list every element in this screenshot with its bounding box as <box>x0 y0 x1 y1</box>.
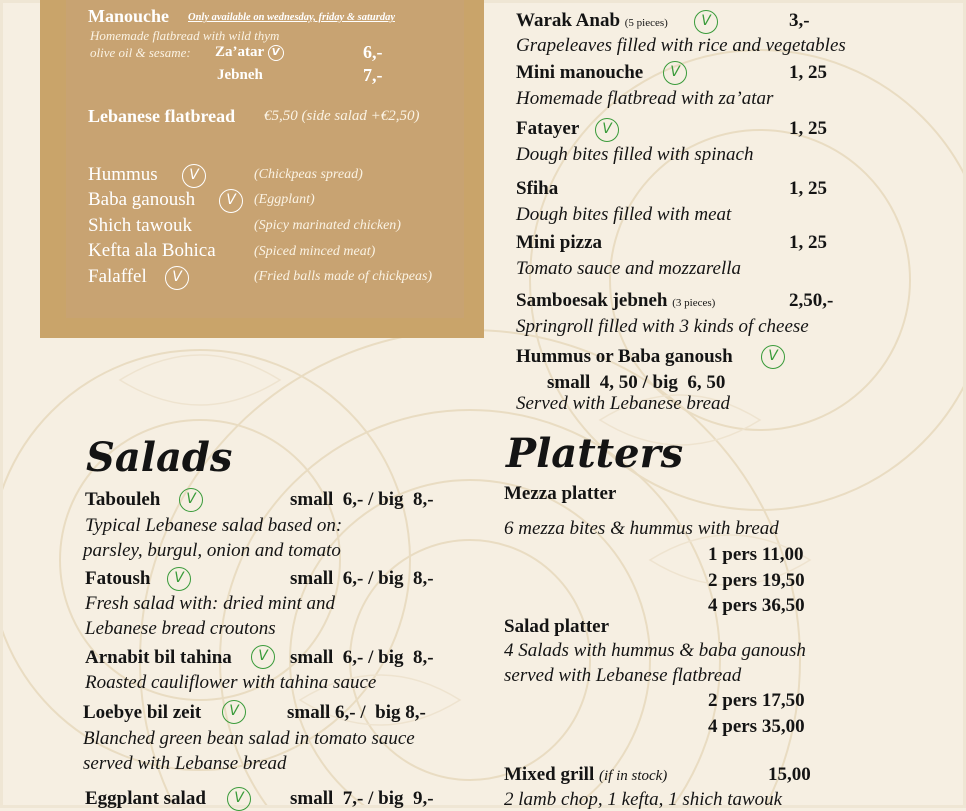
mezza-item-name: Sfiha <box>516 178 559 199</box>
manouche-desc-2: olive oil & sesame: <box>90 45 191 60</box>
mezza-platter-price: 1 pers 11,00 <box>708 544 804 565</box>
mezza-item-name <box>516 10 668 32</box>
manouche-desc-1: Homemade flatbread with wild thym <box>90 28 280 43</box>
filling-desc: (Fried balls made of chickpeas) <box>254 269 433 284</box>
salad-desc: Roasted cauliflower with tahina sauce <box>85 672 377 693</box>
filling-desc: (Spiced minced meat) <box>254 244 376 259</box>
mezza-item-price: 1, 25 <box>789 232 827 253</box>
salad-price: small 6,- / big 8,- <box>290 568 434 589</box>
vegan-v-icon: V <box>219 189 243 213</box>
salad-price: small 6,- / big 8,- <box>287 702 426 723</box>
mezza-item-desc: Springroll filled with 3 kinds of cheese <box>516 316 809 337</box>
salad-platter-desc: served with Lebanese flatbread <box>504 665 742 686</box>
salad-desc: Blanched green bean salad in tomato sauce <box>83 728 415 749</box>
zaatar-price: 6,- <box>363 42 383 62</box>
salad-desc: Lebanese bread croutons <box>85 618 276 639</box>
mezza-item-price: 2,50,- <box>789 290 834 311</box>
mezza-item-name: Mini pizza <box>516 232 603 253</box>
salad-price: small 6,- / big 8,- <box>290 647 434 668</box>
filling-label: Kefta ala Bohica <box>88 240 216 261</box>
vegan-v-icon: V <box>268 45 284 61</box>
jebneh-price: 7,- <box>363 65 383 85</box>
mezza-platter-title: Mezza platter <box>504 483 617 504</box>
grill-label: Mixed grill <box>504 764 595 785</box>
filling-desc: (Spicy marinated chicken) <box>254 218 401 233</box>
zaatar-name: Za’atar <box>215 44 264 60</box>
mezza-platter-desc: 6 mezza bites & hummus with bread <box>504 518 779 539</box>
mezza-platter-price: 2 pers 19,50 <box>708 570 805 591</box>
hummus-prices: small 4, 50 / big 6, 50 <box>547 372 726 393</box>
salad-desc: Typical Lebanese salad based on: <box>85 515 343 536</box>
salad-desc: parsley, burgul, onion and tomato <box>83 540 341 561</box>
filling-desc: (Chickpeas spread) <box>254 167 363 182</box>
hummus-title: Hummus or Baba ganoush <box>516 346 733 367</box>
mezza-item-name <box>516 290 715 312</box>
platters-heading: Platters <box>506 430 684 477</box>
filling-name <box>88 215 192 237</box>
filling-name <box>88 164 158 186</box>
mezza-item-desc: Dough bites filled with spinach <box>516 144 754 165</box>
vegan-v-icon: V <box>663 61 687 85</box>
mezza-item-price: 1, 25 <box>789 62 827 83</box>
hummus-desc: Served with Lebanese bread <box>516 393 731 414</box>
mezza-item-desc: Tomato sauce and mozzarella <box>516 258 742 279</box>
vegan-v-icon: V <box>694 10 718 34</box>
flatbread-price: €5,50 (side salad +€2,50) <box>264 108 420 124</box>
item-note: (3 pieces) <box>672 297 716 309</box>
vegan-v-icon: V <box>227 787 251 811</box>
salad-name: Tabouleh <box>85 489 161 510</box>
salad-name: Arnabit bil tahina <box>85 647 232 668</box>
salads-heading: Salads <box>86 434 233 481</box>
filling-label: Hummus <box>88 164 158 185</box>
mixed-grill-desc: 2 lamb chop, 1 kefta, 1 shich tawouk <box>504 789 783 810</box>
salad-name: Eggplant salad <box>85 788 206 809</box>
manouche-note: Only available on wednesday, friday & saturday <box>188 12 395 23</box>
salad-platter-price: 4 pers 35,00 <box>708 716 805 737</box>
salad-desc: served with Lebanse bread <box>83 753 287 774</box>
vegan-v-icon: V <box>251 645 275 669</box>
item-label: Warak Anab <box>516 10 621 31</box>
manouche-title: Manouche <box>88 6 169 26</box>
zaatar-label <box>215 44 284 61</box>
item-note: (5 pieces) <box>624 17 668 29</box>
mezza-item-desc: Dough bites filled with meat <box>516 204 732 225</box>
salad-name: Loebye bil zeit <box>83 702 202 723</box>
mezza-item-price: 1, 25 <box>789 178 827 199</box>
salad-platter-title: Salad platter <box>504 616 610 637</box>
mezza-item-desc: Grapeleaves filled with rice and vegetables <box>516 35 846 56</box>
mezza-platter-price: 4 pers 36,50 <box>708 595 805 616</box>
filling-name <box>88 189 195 211</box>
mezza-item-desc: Homemade flatbread with za’atar <box>516 88 774 109</box>
vegan-v-icon: V <box>222 700 246 724</box>
salad-platter-price: 2 pers 17,50 <box>708 690 805 711</box>
filling-label: Falaffel <box>88 266 147 287</box>
filling-name <box>88 266 147 288</box>
mezza-item-price: 3,- <box>789 10 810 31</box>
jebneh-label: Jebneh <box>217 67 263 83</box>
filling-name <box>88 240 216 262</box>
mezza-item-name: Mini manouche <box>516 62 644 83</box>
vegan-v-icon: V <box>595 118 619 142</box>
salad-price: small 7,- / big 9,- <box>290 788 434 809</box>
mezza-item-price: 1, 25 <box>789 118 827 139</box>
vegan-v-icon: V <box>179 488 203 512</box>
salad-platter-desc: 4 Salads with hummus & baba ganoush <box>504 640 806 661</box>
salad-desc: Fresh salad with: dried mint and <box>85 593 335 614</box>
mezza-item-name: Fatayer <box>516 118 580 139</box>
salad-name: Fatoush <box>85 568 151 589</box>
salad-price: small 6,- / big 8,- <box>290 489 434 510</box>
vegan-v-icon: V <box>167 567 191 591</box>
grill-note: (if in stock) <box>598 768 668 784</box>
item-label: Samboesak jebneh <box>516 290 668 311</box>
vegan-v-icon: V <box>761 345 785 369</box>
flatbread-title: Lebanese flatbread <box>88 106 236 126</box>
filling-label: Baba ganoush <box>88 189 196 210</box>
filling-label: Shich tawouk <box>88 215 192 236</box>
vegan-v-icon: V <box>165 266 189 290</box>
mixed-grill-title <box>504 764 667 786</box>
mixed-grill-price: 15,00 <box>768 764 811 785</box>
vegan-v-icon: V <box>182 164 206 188</box>
filling-desc: (Eggplant) <box>254 192 315 207</box>
